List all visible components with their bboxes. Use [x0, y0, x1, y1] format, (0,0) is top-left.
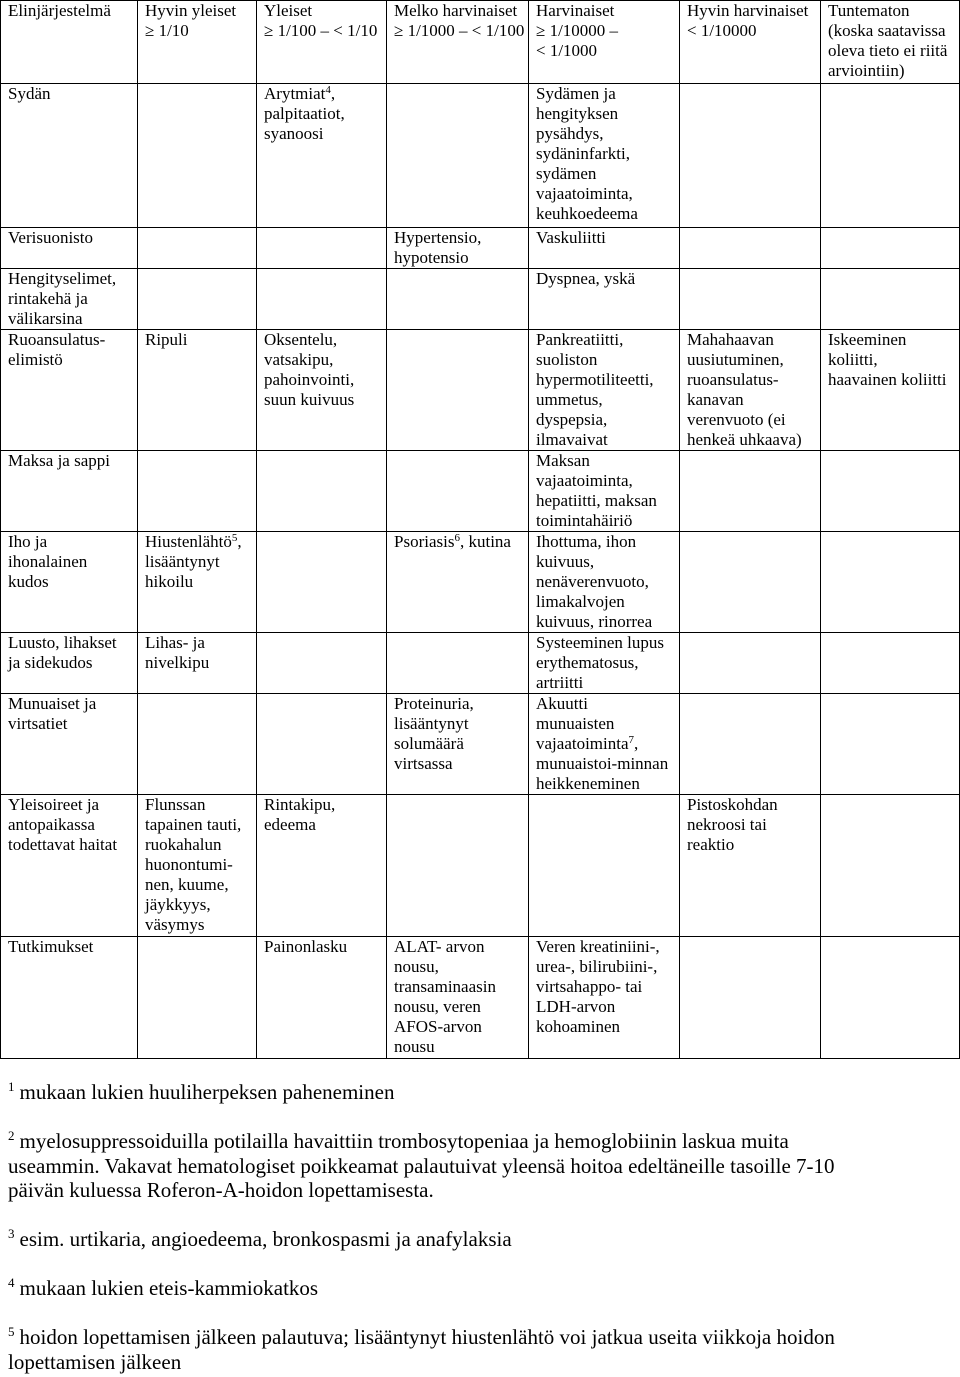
header-label: Tuntematon	[828, 1, 910, 20]
cell-common	[257, 795, 387, 937]
header-very-common	[138, 1, 257, 84]
header-range: ≥ 1/1000 – < 1/100	[394, 21, 525, 40]
cell-text: Ruoansulatus- elimistö	[8, 330, 106, 369]
cell-text: Sydämen ja hengityksen pysähdys, sydäninfarkti, sydämen vajaatoiminta, keuhkoedeema	[536, 84, 638, 223]
cell-text: Dyspnea, yskä	[536, 269, 636, 288]
cell-very-common	[138, 228, 257, 269]
footnote-marker: 5	[8, 1324, 15, 1339]
header-range: < 1/10000	[687, 21, 757, 40]
header-very-rare	[680, 1, 821, 84]
footnotes	[8, 1080, 953, 1374]
cell-text: , munuaistoi-minnan heikkeneminen	[536, 734, 669, 793]
cell-common	[257, 633, 387, 694]
cell-text: Maksan vajaatoiminta, hepatiitti, maksan toimintahäiriö	[536, 451, 657, 530]
header-unknown	[821, 1, 960, 84]
header-uncommon	[387, 1, 529, 84]
row-heart	[1, 84, 960, 228]
cell-text: Psoriasis	[394, 532, 455, 551]
cell-system	[1, 451, 138, 532]
header-label: Melko harvinaiset	[394, 1, 518, 20]
row-general	[1, 795, 960, 937]
cell-system	[1, 228, 138, 269]
cell-text: Luusto, lihakset ja sidekudos	[8, 633, 117, 672]
row-gastrointestinal	[1, 330, 960, 451]
cell-rare	[529, 84, 680, 228]
cell-unknown	[821, 330, 960, 451]
cell-very-rare	[680, 937, 821, 1059]
footnote-marker: 1	[8, 1079, 15, 1094]
row-vascular	[1, 228, 960, 269]
cell-common	[257, 84, 387, 228]
cell-text: Rintakipu, edeema	[264, 795, 336, 834]
cell-text: Flunssan tapainen tauti, ruokahalun huonontumi- nen, kuume, jäykkyys, väsymys	[145, 795, 242, 934]
cell-common	[257, 937, 387, 1059]
cell-text: Hengityselimet, rintakehä ja välikarsina	[8, 269, 117, 328]
cell-very-common	[138, 633, 257, 694]
cell-text: Munuaiset ja virtsatiet	[8, 694, 97, 733]
row-hepatobiliary	[1, 451, 960, 532]
cell-text: Veren kreatiniini-, urea-, bilirubiini-, virtsahappo- tai LDH-arvon kohoaminen	[536, 937, 660, 1036]
cell-rare	[529, 330, 680, 451]
cell-very-rare	[680, 694, 821, 795]
footnote-text: myelosuppressoiduilla potilailla havaittiin trombosytopeniaa ja hemoglobiinin laskua muita useammin. Vakavat hematologiset poikkeamat palautuivat yleensä hoitoa edeltäneille tasoille 7-10 päivän kuluessa Roferon-A-hoidon lopettamisesta.	[8, 1129, 835, 1202]
footnote-marker: 3	[8, 1226, 15, 1241]
footnote-1	[8, 1080, 953, 1105]
cell-uncommon	[387, 269, 529, 330]
cell-very-common	[138, 84, 257, 228]
cell-text: Painonlasku	[264, 937, 348, 956]
cell-very-common	[138, 532, 257, 633]
cell-common	[257, 269, 387, 330]
cell-rare	[529, 451, 680, 532]
header-label: Hyvin yleiset	[145, 1, 237, 20]
cell-common	[257, 694, 387, 795]
footnote-2	[8, 1129, 953, 1203]
cell-unknown	[821, 633, 960, 694]
cell-system	[1, 84, 138, 228]
cell-common	[257, 532, 387, 633]
header-label: Hyvin harvinaiset	[687, 1, 809, 20]
cell-text: Akuutti munuaisten vajaatoiminta	[536, 694, 629, 753]
cell-very-rare	[680, 269, 821, 330]
header-label: Harvinaiset	[536, 1, 615, 20]
cell-unknown	[821, 937, 960, 1059]
cell-text: Proteinuria, lisääntynyt solumäärä virtsassa	[394, 694, 474, 773]
cell-uncommon	[387, 330, 529, 451]
cell-unknown	[821, 269, 960, 330]
row-investigations	[1, 937, 960, 1059]
cell-uncommon	[387, 633, 529, 694]
cell-text: Maksa ja sappi	[8, 451, 110, 470]
header-range: ≥ 1/100 – < 1/10	[264, 21, 378, 40]
footnote-4	[8, 1276, 953, 1301]
cell-unknown	[821, 228, 960, 269]
footnote-ref: 4	[325, 84, 331, 96]
footnote-5	[8, 1325, 953, 1374]
cell-text: ALAT- arvon nousu, transaminaasin nousu, veren AFOS-arvon nousu	[394, 937, 496, 1056]
row-respiratory	[1, 269, 960, 330]
cell-system	[1, 330, 138, 451]
header-rare	[529, 1, 680, 84]
cell-common	[257, 330, 387, 451]
cell-very-rare	[680, 451, 821, 532]
header-system	[1, 1, 138, 84]
footnote-marker: 2	[8, 1128, 15, 1143]
cell-very-rare	[680, 84, 821, 228]
cell-text: Oksentelu, vatsakipu, pahoinvointi, suun kuivuus	[264, 330, 355, 409]
cell-system	[1, 937, 138, 1059]
cell-very-common	[138, 937, 257, 1059]
cell-text: Hiustenlähtö	[145, 532, 232, 551]
cell-rare	[529, 633, 680, 694]
row-musculoskeletal	[1, 633, 960, 694]
cell-text: Pankreatiitti, suoliston hypermotiliteetti, ummetus, dyspepsia, ilmavaivat	[536, 330, 654, 449]
cell-common	[257, 451, 387, 532]
cell-very-rare	[680, 228, 821, 269]
footnote-text: mukaan lukien eteis-kammiokatkos	[19, 1276, 319, 1300]
footnote-ref: 5	[231, 532, 238, 544]
cell-rare	[529, 694, 680, 795]
footnote-ref: 7	[628, 734, 635, 746]
header-range: ≥ 1/10	[145, 21, 189, 40]
cell-text: , lisääntynyt hikoilu	[145, 532, 242, 591]
cell-very-rare	[680, 795, 821, 937]
cell-uncommon	[387, 451, 529, 532]
cell-unknown	[821, 694, 960, 795]
cell-system	[1, 269, 138, 330]
cell-unknown	[821, 84, 960, 228]
footnote-3	[8, 1227, 953, 1252]
header-note: (koska saatavissa oleva tieto ei riitä arviointiin)	[828, 21, 948, 80]
cell-text: Iho ja ihonalainen kudos	[8, 532, 88, 591]
cell-rare	[529, 228, 680, 269]
cell-text: Vaskuliitti	[536, 228, 606, 247]
cell-uncommon	[387, 84, 529, 228]
cell-very-rare	[680, 532, 821, 633]
cell-very-common	[138, 269, 257, 330]
cell-unknown	[821, 451, 960, 532]
cell-text: Verisuonisto	[8, 228, 93, 247]
cell-very-common	[138, 451, 257, 532]
header-range: ≥ 1/10000 – < 1/1000	[536, 21, 619, 60]
cell-common	[257, 228, 387, 269]
cell-very-common	[138, 694, 257, 795]
cell-text: , palpitaatiot, syanoosi	[264, 84, 345, 143]
footnote-marker: 4	[8, 1275, 15, 1290]
cell-rare	[529, 269, 680, 330]
cell-text: Iskeeminen koliitti, haavainen koliitti	[828, 330, 947, 389]
cell-text: Arytmiat	[264, 84, 326, 103]
cell-uncommon	[387, 532, 529, 633]
cell-text: Ihottuma, ihon kuivuus, nenäverenvuoto, limakalvojen kuivuus, rinorrea	[536, 532, 653, 631]
footnote-text: esim. urtikaria, angioedeema, bronkospasmi ja anafylaksia	[19, 1227, 512, 1251]
cell-text: Sydän	[8, 84, 51, 103]
cell-unknown	[821, 532, 960, 633]
footnote-text: mukaan lukien huuliherpeksen paheneminen	[19, 1080, 395, 1104]
cell-uncommon	[387, 228, 529, 269]
cell-text: Ripuli	[145, 330, 188, 349]
row-renal	[1, 694, 960, 795]
header-common	[257, 1, 387, 84]
row-skin	[1, 532, 960, 633]
cell-very-rare	[680, 330, 821, 451]
header-label: Yleiset	[264, 1, 313, 20]
cell-uncommon	[387, 694, 529, 795]
cell-text: Mahahaavan uusiutuminen, ruoansulatus- kanavan verenvuoto (ei henkeä uhkaava)	[687, 330, 802, 449]
cell-rare	[529, 532, 680, 633]
cell-uncommon	[387, 937, 529, 1059]
cell-rare	[529, 937, 680, 1059]
cell-system	[1, 795, 138, 937]
cell-uncommon	[387, 795, 529, 937]
header-row	[1, 1, 960, 84]
footnote-ref: 6	[454, 532, 460, 544]
cell-very-common	[138, 330, 257, 451]
cell-text: Tutkimukset	[8, 937, 94, 956]
cell-unknown	[821, 795, 960, 937]
cell-text: Systeeminen lupus erythematosus, artriitti	[536, 633, 664, 692]
cell-text: Yleisoireet ja antopaikassa todettavat haitat	[8, 795, 118, 854]
cell-text: , kutina	[459, 532, 511, 551]
cell-text: Lihas- ja nivelkipu	[145, 633, 210, 672]
cell-very-common	[138, 795, 257, 937]
cell-rare	[529, 795, 680, 937]
footnote-text: hoidon lopettamisen jälkeen palautuva; lisääntynyt hiustenlähtö voi jatkua useita viikkoja hoidon lopettamisen jälkeen	[8, 1325, 835, 1374]
cell-system	[1, 694, 138, 795]
cell-system	[1, 532, 138, 633]
cell-text: Pistoskohdan nekroosi tai reaktio	[687, 795, 778, 854]
cell-very-rare	[680, 633, 821, 694]
header-label: Elinjärjestelmä	[8, 1, 111, 20]
cell-text: Hypertensio, hypotensio	[394, 228, 482, 267]
cell-system	[1, 633, 138, 694]
